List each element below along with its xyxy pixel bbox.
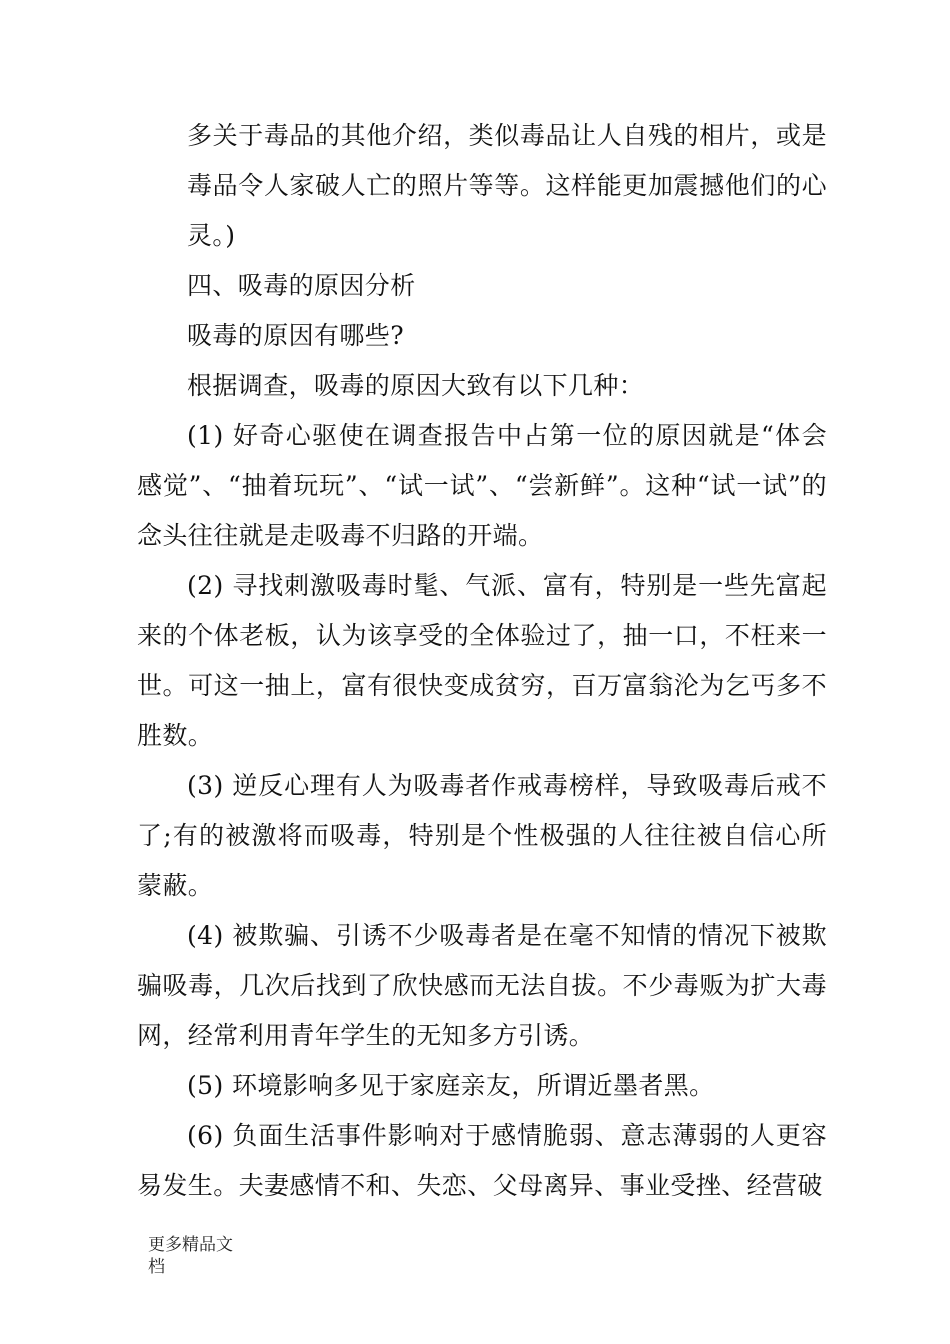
survey-intro: 根据调查，吸毒的原因大致有以下几种： [187, 371, 645, 400]
reason-item-2: (2) 寻找刺激吸毒时髦、气派、富有，特别是一些先富起来的个体老板，认为该享受的全体验过了，抽一口，不枉来一世。可这一抽上，富有很快变成贫穷，百万富翁沦为乞丐多不胜数。 [137, 571, 827, 750]
reason-item-6: (6) 负面生活事件影响对于感情脆弱、意志薄弱的人更容易发生。夫妻感情不和、失恋、父母离异、事业受挫、经营破 [137, 1121, 827, 1200]
reason-item-5: (5) 环境影响多见于家庭亲友，所谓近墨者黑。 [187, 1071, 715, 1100]
document-body [137, 111, 827, 1211]
reason-item-4: (4) 被欺骗、引诱不少吸毒者是在毫不知情的情况下被欺骗吸毒，几次后找到了欣快感而无法自拔。不少毒贩为扩大毒网，经常利用青年学生的无知多方引诱。 [137, 921, 827, 1050]
question-line: 吸毒的原因有哪些? [187, 321, 405, 350]
section-heading: 四、吸毒的原因分析 [187, 271, 416, 300]
footer-note: 更多精品文档 [148, 1235, 233, 1277]
paragraph-intro-continuation: 多关于毒品的其他介绍，类似毒品让人自残的相片，或是毒品令人家破人亡的照片等等。这样能更加震撼他们的心灵。) [187, 121, 827, 250]
reason-item-1: (1) 好奇心驱使在调查报告中占第一位的原因就是“体会感觉”、“抽着玩玩”、“试一试”、“尝新鲜”。这种“试一试”的念头往往就是走吸毒不归路的开端。 [137, 421, 827, 550]
reason-item-3: (3) 逆反心理有人为吸毒者作戒毒榜样，导致吸毒后戒不了;有的被激将而吸毒，特别是个性极强的人往往被自信心所蒙蔽。 [137, 771, 827, 900]
